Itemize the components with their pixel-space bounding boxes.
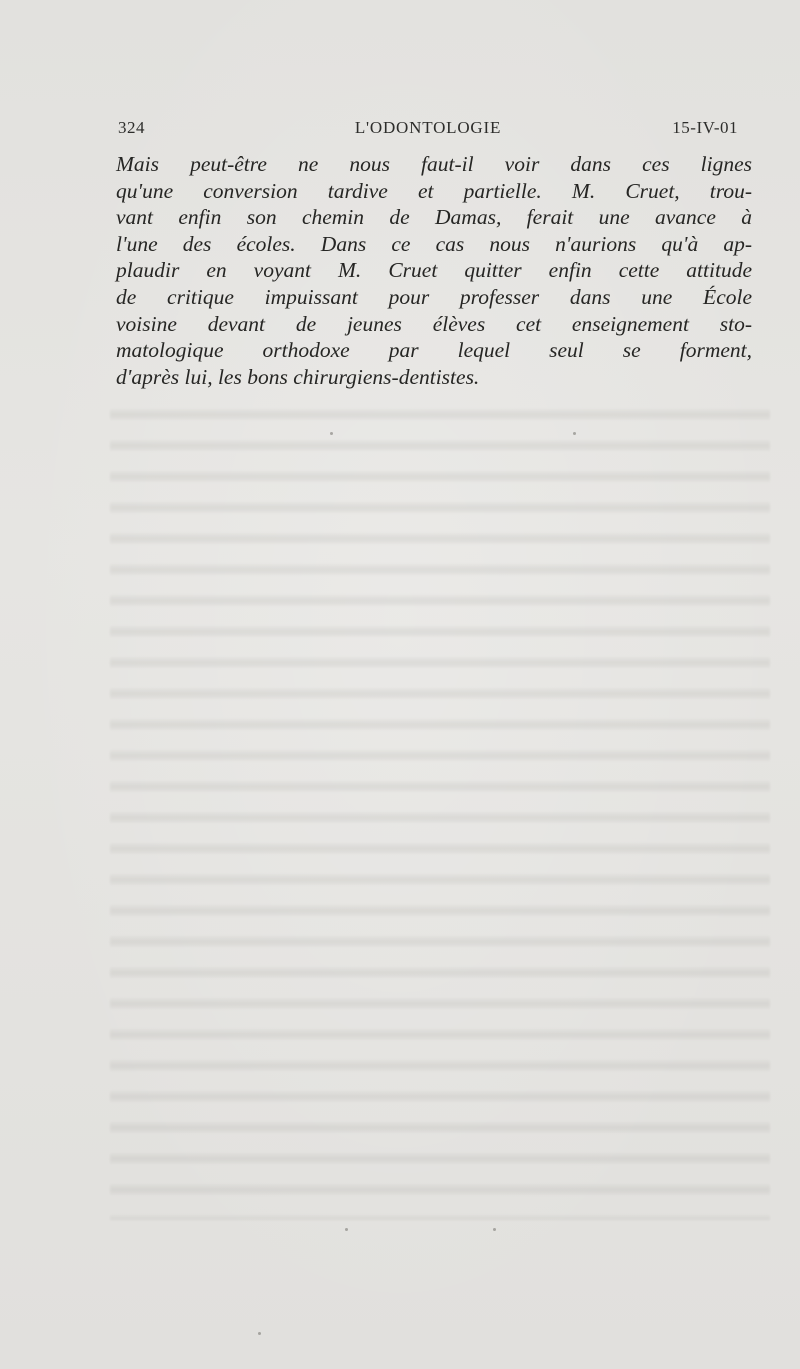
text-line: l'une des écoles. Dans ce cas nous n'aurions qu'à ap- xyxy=(116,231,752,256)
paper-speck xyxy=(330,432,333,435)
paragraph xyxy=(116,151,752,390)
running-head xyxy=(118,118,738,144)
paper-speck xyxy=(345,1228,348,1231)
text-line: de critique impuissant pour professer dans une École xyxy=(116,284,752,309)
paper-speck xyxy=(573,432,576,435)
text-line: Mais peut-être ne nous faut-il voir dans ces lignes xyxy=(116,152,752,176)
issue-date: 15-IV-01 xyxy=(672,118,738,137)
paper-speck xyxy=(493,1228,496,1231)
text-line: plaudir en voyant M. Cruet quitter enfin cette attitude xyxy=(116,258,752,283)
page-number: 324 xyxy=(118,118,145,137)
journal-title: L'ODONTOLOGIE xyxy=(354,118,502,137)
show-through-text xyxy=(110,390,770,1220)
paper-speck xyxy=(258,1332,261,1335)
text-line: d'après lui, les bons chirurgiens-dentistes. xyxy=(116,364,480,389)
text-line: matologique orthodoxe par lequel seul se forment, xyxy=(116,338,752,363)
text-line: voisine devant de jeunes élèves cet enseignement sto- xyxy=(116,311,752,336)
text-line: qu'une conversion tardive et partielle. M. Cruet, trou- xyxy=(116,178,752,203)
text-line: vant enfin son chemin de Damas, ferait une avance à xyxy=(116,205,752,230)
